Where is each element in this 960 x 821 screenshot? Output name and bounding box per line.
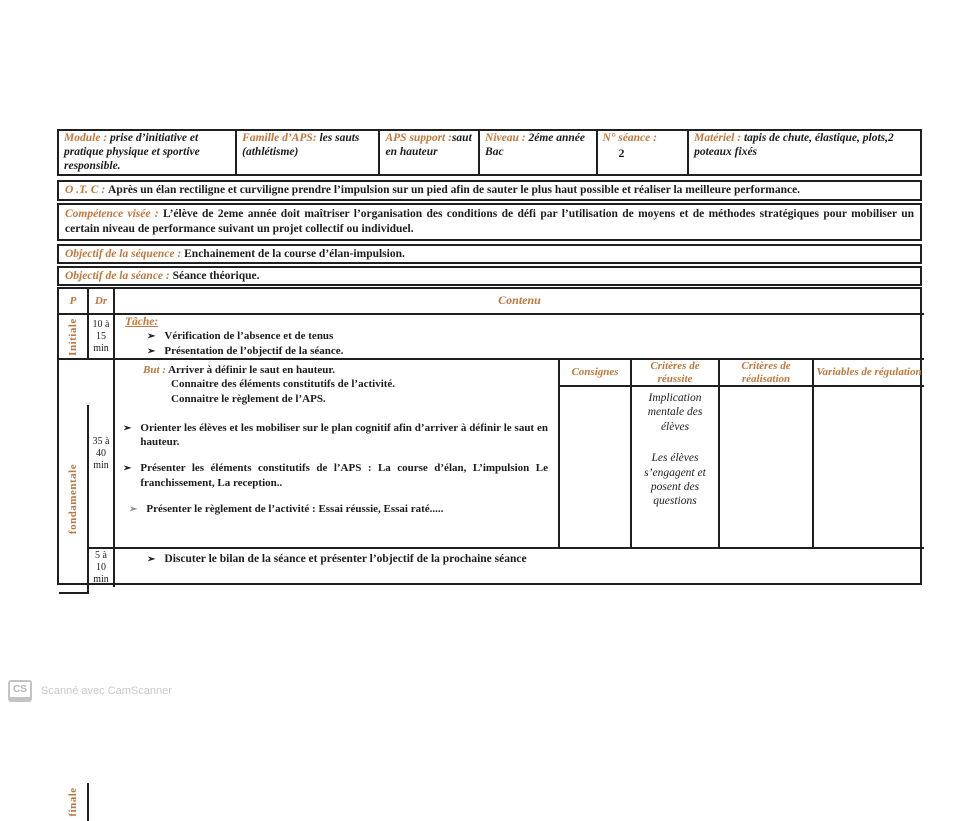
duree-initiale-line3: min xyxy=(93,342,109,354)
duree-fondamentale-line3: min xyxy=(93,459,109,471)
duree-initiale-line1: 10 à xyxy=(92,318,110,330)
criteres-reussite-label: Critères de réussite xyxy=(650,359,700,385)
module-value: prise d’initiative et pratique physique et sportive responsible. xyxy=(64,132,200,172)
header-info-table xyxy=(57,129,922,176)
consignes-label: Consignes xyxy=(571,366,619,379)
consignes-body-cell xyxy=(560,387,632,549)
famille-aps-cell xyxy=(237,131,380,174)
materiel-label: Matériel : xyxy=(694,132,742,144)
arrow-bullet-icon: ➢ xyxy=(123,463,132,475)
numero-seance-label: N° séance : xyxy=(602,132,657,144)
fondamentale-bullet-2 xyxy=(123,461,548,490)
duree-fondamentale-cell xyxy=(89,360,115,549)
column-header-p xyxy=(59,289,89,315)
column-header-criteres-realisation xyxy=(720,360,814,387)
phase-finale-label: finale xyxy=(67,787,79,817)
camscanner-watermark-text: Scanné avec CamScanner xyxy=(41,685,172,697)
but-value: Arriver à définir le saut en hauteur. xyxy=(168,364,336,376)
variables-regulation-body-cell xyxy=(814,387,924,549)
competence-label: Compétence visée : xyxy=(65,208,159,220)
numero-seance-value: 2 xyxy=(618,145,625,160)
phase-initiale-label: Initiale xyxy=(67,317,79,356)
initiale-bullet-2-text: Présentation de l’objectif de la séance. xyxy=(164,345,344,357)
phase-fondamentale-label: fondamentale xyxy=(67,463,79,534)
initiale-bullet-1-text: Vérification de l’absence et de tenus xyxy=(164,330,334,342)
aps-support-label: APS support : xyxy=(385,132,452,144)
objectif-seance-text: Séance théorique. xyxy=(172,270,260,282)
column-header-criteres-reussite xyxy=(632,360,720,387)
fondamentale-bullet-3-text: Présenter le règlement de l’activité : Essai réussie, Essai raté..... xyxy=(146,503,444,516)
objectif-sequence-label: Objectif de la séquence : xyxy=(65,248,182,260)
contenu-initiale-cell xyxy=(115,315,924,360)
contenu-finale-cell xyxy=(115,549,924,587)
competence-row xyxy=(57,203,922,241)
famille-aps-value: les sauts (athlétisme) xyxy=(242,132,360,158)
objectif-seance-row xyxy=(57,266,922,286)
competence-text: L’élève de 2eme année doit maîtriser l’organisation des conditions de défi par l’utilisation de moyens et de méthodes stratégiques pour mobiliser un certain niveau de performance suivant un projet collectif ou individuel. xyxy=(65,208,915,235)
fondamentale-bullet-1-text: Orienter les élèves et les mobiliser sur le plan cognitif afin d’arriver à définir le saut en hauteur. xyxy=(140,421,548,449)
otc-text: Après un élan rectiligne et curviligne prendre l’impulsion sur un pied afin de sauter le plus haut possible et réaliser la meilleure performance. xyxy=(108,184,801,196)
finale-bullet xyxy=(147,552,918,567)
module-label: Module : xyxy=(64,132,108,144)
but-label: But : xyxy=(143,364,166,376)
niveau-value: 2éme année Bac xyxy=(485,132,586,158)
aps-support-value: saut en hauteur xyxy=(385,132,472,158)
duree-finale-line3: min xyxy=(93,574,109,585)
initiale-bullet-1 xyxy=(147,329,918,344)
column-header-contenu-label: Contenu xyxy=(498,293,541,308)
phase-initiale-cell xyxy=(59,315,89,360)
otc-row xyxy=(57,180,922,201)
phase-finale-cell xyxy=(59,783,89,821)
camscanner-logo-icon: CS xyxy=(8,680,32,702)
column-header-consignes xyxy=(560,360,632,387)
contenu-fondamentale-cell xyxy=(115,360,560,549)
otc-label: O .T. C : xyxy=(65,184,106,196)
arrow-bullet-icon: ➢ xyxy=(147,346,156,357)
phase-fondamentale-cell xyxy=(59,405,89,594)
criteres-realisation-label: Critères de réalisation xyxy=(741,359,791,385)
reussite-note-1: Implication mentale des élèves xyxy=(647,392,703,433)
finale-bullet-text: Discuter le bilan de la séance et présenter l’objectif de la prochaine séance xyxy=(164,553,527,565)
duree-fondamentale-line1: 35 à xyxy=(92,435,110,447)
arrow-bullet-icon: ➢ xyxy=(123,422,132,434)
arrow-bullet-icon: ➢ xyxy=(129,504,138,516)
arrow-bullet-icon: ➢ xyxy=(147,554,156,565)
fondamentale-bullet-3 xyxy=(129,502,548,517)
camscanner-watermark xyxy=(8,680,172,702)
but-line-3: Connaitre le règlement de l’APS. xyxy=(171,392,326,405)
column-header-dr xyxy=(89,289,115,315)
fondamentale-bullet-1 xyxy=(123,421,548,450)
module-cell xyxy=(59,131,237,174)
famille-aps-label: Famille d’APS: xyxy=(242,132,317,144)
niveau-cell xyxy=(480,131,597,174)
niveau-label: Niveau : xyxy=(485,132,526,144)
arrow-bullet-icon: ➢ xyxy=(147,331,156,342)
objectif-seance-label: Objectif de la séance : xyxy=(65,270,170,282)
duree-finale-line1: 5 à xyxy=(95,550,107,561)
criteres-reussite-body-cell xyxy=(632,387,720,549)
column-header-variables-regulation xyxy=(814,360,924,387)
column-header-dr-label: Dr xyxy=(94,294,108,307)
numero-seance-cell xyxy=(598,131,690,174)
duree-initiale-cell xyxy=(89,315,115,360)
duree-finale-cell xyxy=(89,549,115,587)
duree-fondamentale-line2: 40 xyxy=(95,447,106,459)
initiale-bullet-2 xyxy=(147,344,918,359)
duree-initiale-line2: 15 xyxy=(95,330,106,342)
column-header-contenu xyxy=(115,289,924,315)
column-header-p-label: P xyxy=(69,294,77,307)
but-line-2: Connaitre des éléments constitutifs de l’activité. xyxy=(171,378,396,391)
objectif-sequence-text: Enchainement de la course d’élan-impulsion. xyxy=(184,248,405,260)
materiel-cell xyxy=(689,131,920,174)
tache-label: Tâche: xyxy=(125,316,159,328)
variables-regulation-label: Variables de régulation xyxy=(816,366,922,379)
reussite-note-2: Les élèves s’engagent et posent des questions xyxy=(644,452,706,508)
materiel-value: tapis de chute, élastique, plots,2 poteaux fixés xyxy=(694,132,894,158)
objectif-sequence-row xyxy=(57,244,922,264)
aps-support-cell xyxy=(380,131,480,174)
criteres-realisation-body-cell xyxy=(720,387,814,549)
fondamentale-bullet-2-text: Présenter les éléments constitutifs de l’APS : La course d’élan, L’impulsion Le franchissement, La reception.. xyxy=(140,462,548,489)
duree-finale-line2: 10 xyxy=(96,562,106,573)
